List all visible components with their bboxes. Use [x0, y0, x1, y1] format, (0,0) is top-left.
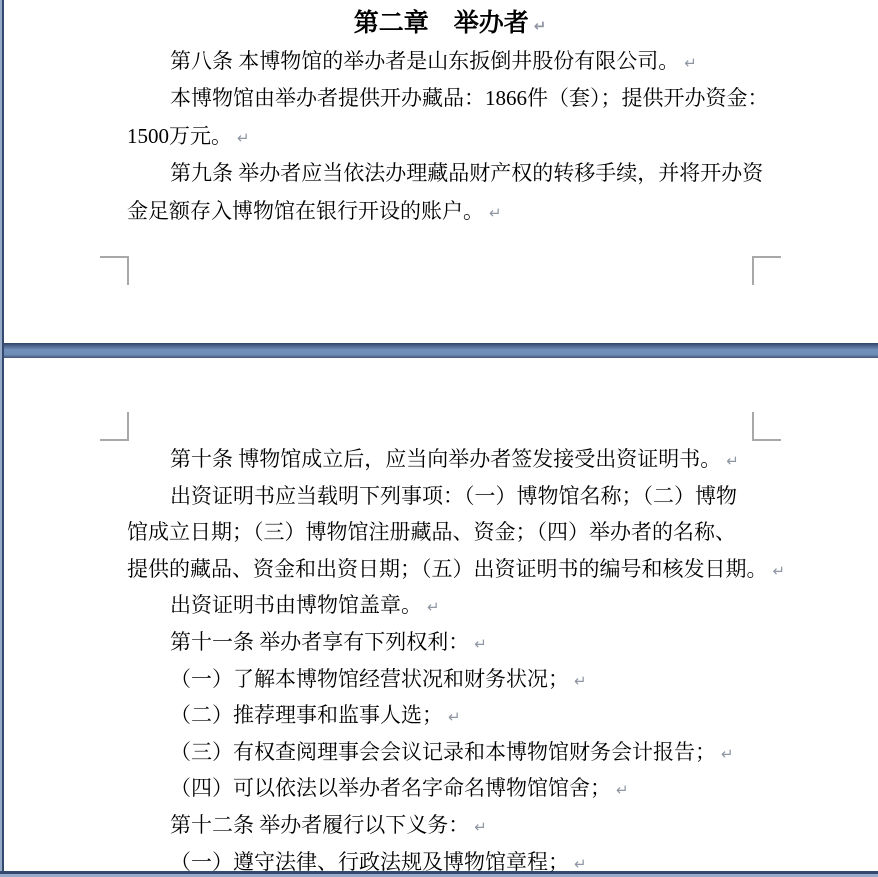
- line-text: 本博物馆由举办者提供开办藏品：1866件（套）；提供开办资金：: [170, 86, 769, 110]
- paragraph-mark-icon: ↵: [721, 744, 734, 763]
- paragraph-mark-icon: ↵: [574, 854, 587, 873]
- paragraph-mark-icon: ↵: [448, 708, 461, 727]
- text-line[interactable]: [127, 624, 757, 661]
- text-line[interactable]: [127, 118, 757, 156]
- paragraph-mark-icon: ↵: [726, 452, 739, 470]
- paragraph-mark-icon: ↵: [772, 561, 786, 580]
- paragraph-mark-icon: ↵: [474, 817, 487, 836]
- paragraph-mark-icon: ↵: [574, 671, 587, 690]
- line-text: 第十二条 举办者履行以下义务：: [170, 812, 470, 837]
- text-line[interactable]: [127, 551, 786, 588]
- text-line[interactable]: [127, 193, 757, 231]
- line-text: 第十条 博物馆成立后，应当向举办者签发接受出资证明书。: [170, 447, 722, 471]
- text-line[interactable]: [127, 514, 757, 551]
- line-text: （一）遵守法律、行政法规及博物馆章程；: [170, 849, 569, 874]
- text-line[interactable]: [127, 697, 757, 734]
- margin-crop-mark-page2-right: [752, 412, 781, 441]
- paragraph-mark-icon: ↵: [533, 17, 547, 35]
- line-text: （四）可以依法以举办者名字命名博物馆馆舍；: [170, 776, 611, 801]
- line-text: 第九条 举办者应当依法办理藏品财产权的转移手续，并将开办资: [170, 161, 764, 185]
- line-text: 第八条 本博物馆的举办者是山东扳倒井股份有限公司。: [170, 48, 680, 73]
- line-text: 出资证明书由博物馆盖章。: [170, 593, 422, 618]
- text-line[interactable]: [127, 844, 757, 877]
- line-text: 提供的藏品、资金和出资日期；（五）出资证明书的编号和核发日期。: [127, 556, 768, 581]
- line-text: （三）有权查阅理事会会议记录和本博物馆财务会计报告；: [170, 739, 716, 764]
- line-text: 金足额存入博物馆在银行开设的账户。: [127, 198, 484, 223]
- line-text: （一）了解本博物馆经营状况和财务状况；: [170, 666, 569, 691]
- paragraph-mark-icon: ↵: [427, 598, 440, 617]
- page-gap: [0, 343, 878, 358]
- margin-crop-mark-page1-right: [752, 256, 781, 285]
- line-text: 1500万元。: [127, 123, 232, 148]
- text-line[interactable]: [127, 478, 757, 515]
- text-line[interactable]: [127, 587, 757, 624]
- line-text: 馆成立日期；（三）博物馆注册藏品、资金；（四）举办者的名称、: [127, 520, 736, 545]
- margin-crop-mark-page1-left: [100, 256, 129, 285]
- line-text: 第二章 举办者: [353, 10, 529, 37]
- chapter-heading[interactable]: [127, 5, 757, 43]
- text-line[interactable]: [127, 734, 757, 771]
- text-line[interactable]: [127, 770, 757, 807]
- page-2-text-area[interactable]: [127, 441, 786, 877]
- margin-crop-mark-page2-left: [100, 412, 129, 441]
- page-edge-left: [2, 0, 4, 877]
- text-line[interactable]: [127, 155, 764, 193]
- line-text: 出资证明书应当载明下列事项：（一）博物馆名称；（二）博物: [170, 483, 737, 508]
- paragraph-mark-icon: ↵: [489, 203, 502, 222]
- line-text: 第十一条 举办者享有下列权利：: [170, 629, 470, 654]
- text-line[interactable]: [127, 661, 757, 698]
- text-line[interactable]: [127, 807, 757, 844]
- line-text: （二）推荐理事和监事人选；: [170, 703, 443, 728]
- paragraph-mark-icon: ↵: [237, 128, 250, 147]
- paragraph-mark-icon: ↵: [684, 53, 697, 72]
- text-line[interactable]: [127, 80, 769, 118]
- text-line[interactable]: [127, 441, 757, 478]
- paragraph-mark-icon: ↵: [616, 781, 629, 800]
- paragraph-mark-icon: ↵: [474, 634, 487, 653]
- page-1-text-area[interactable]: [127, 5, 769, 230]
- text-line[interactable]: [127, 43, 757, 81]
